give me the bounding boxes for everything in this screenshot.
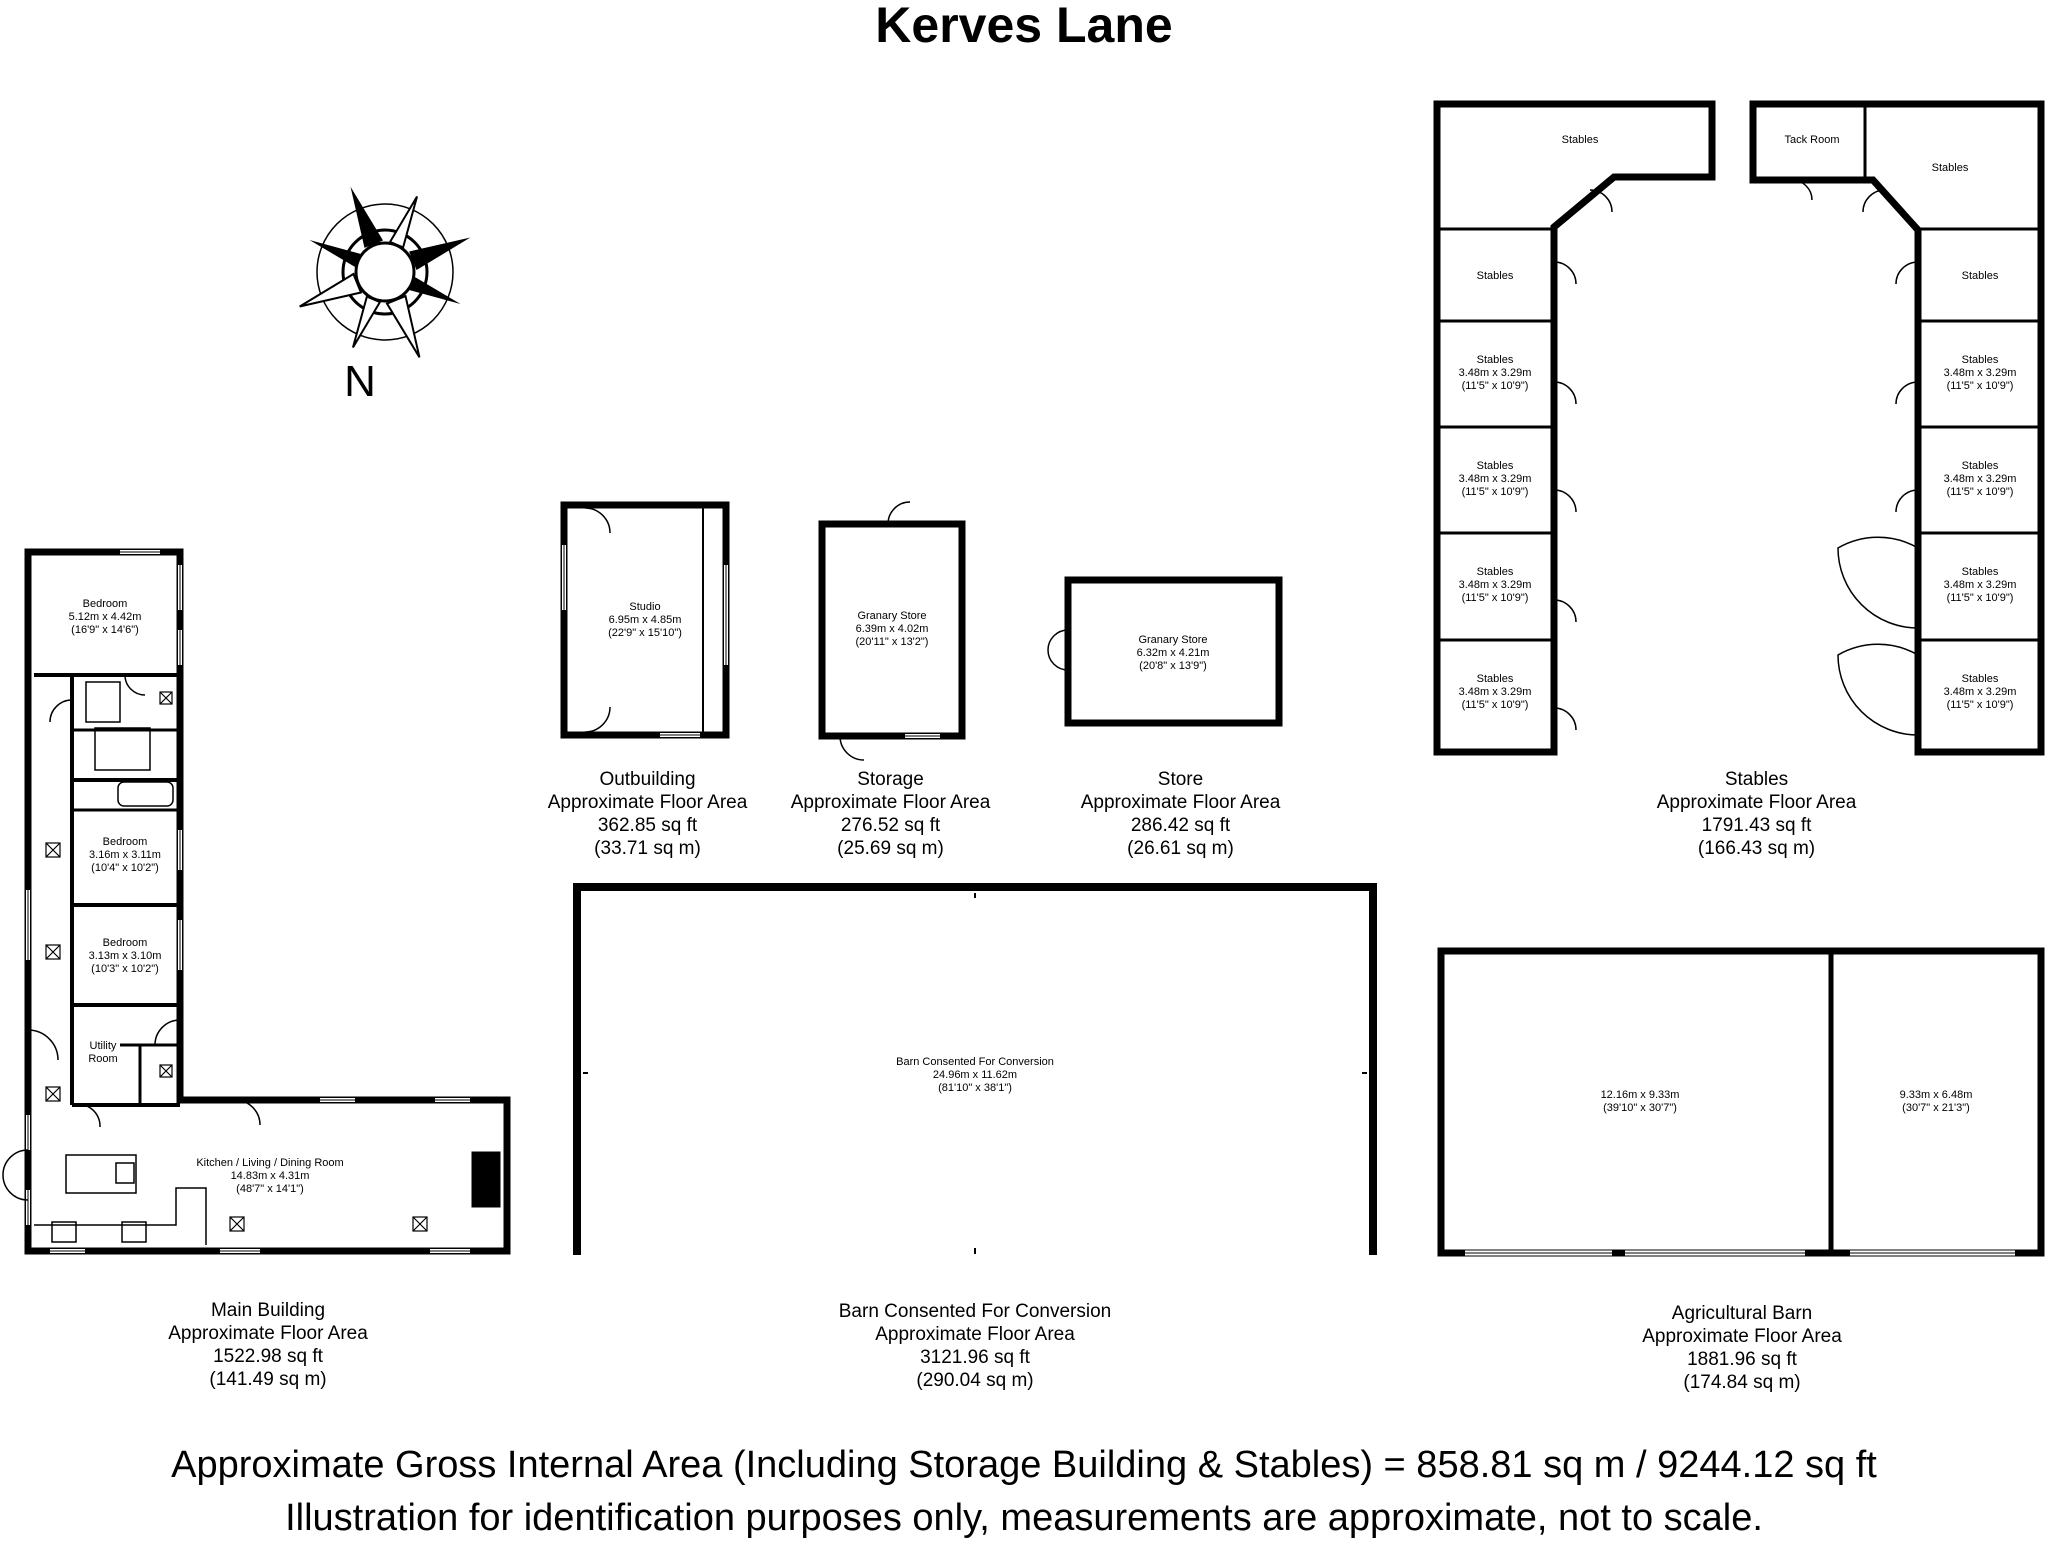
area-store: Store Approximate Floor Area 286.42 sq ft (26.61 sq m): [1080, 769, 1281, 859]
room-label-stable-box: Stables 3.48m x 3.29m (11'5" x 10'9"): [1458, 460, 1532, 498]
room-label-granary-store: Granary Store 6.39m x 4.02m (20'11" x 13'2"): [855, 610, 929, 648]
area-main-building: Main Building Approximate Floor Area 1522.98 sq ft (141.49 sq m): [168, 1300, 368, 1390]
room-label-barn: Barn Consented For Conversion 24.96m x 11.62m (81'10" x 38'1"): [896, 1056, 1054, 1094]
room-label-agricultural-barn: 12.16m x 9.33m (39'10" x 30'7"): [1600, 1089, 1680, 1114]
area-stables: Stables Approximate Floor Area 1791.43 sq ft (166.43 sq m): [1656, 769, 1857, 859]
gross-area-footer: Approximate Gross Internal Area (Including Storage Building & Stables) = 858.81 sq m / 9244.12 sq ft: [171, 1444, 1877, 1486]
room-label-granary-store: Granary Store 6.32m x 4.21m (20'8" x 13'9"): [1136, 634, 1210, 672]
room-label-utility: Utility Room: [88, 1040, 118, 1065]
room-label-agricultural-barn: 9.33m x 6.48m (30'7" x 21'3"): [1899, 1089, 1973, 1114]
room-label-stables: Stables: [1961, 270, 1999, 282]
compass-icon: [265, 152, 505, 392]
page-title: Kerves Lane: [875, 0, 1173, 53]
area-agricultural-barn: Agricultural Barn Approximate Floor Area 1881.96 sq ft (174.84 sq m): [1642, 1303, 1842, 1393]
room-label-bedroom: Bedroom 5.12m x 4.42m (16'9" x 14'6"): [68, 598, 142, 636]
room-label-stables: Stables: [1561, 134, 1599, 146]
room-label-bedroom: Bedroom 3.16m x 3.11m (10'4" x 10'2"): [89, 836, 161, 874]
room-label-stables: Stables: [1931, 162, 1969, 174]
room-label-stable-box: Stables 3.48m x 3.29m (11'5" x 10'9"): [1943, 566, 2017, 604]
room-label-stable-box: Stables 3.48m x 3.29m (11'5" x 10'9"): [1943, 354, 2017, 392]
room-label-stable-box: Stables 3.48m x 3.29m (11'5" x 10'9"): [1943, 673, 2017, 711]
area-barn: Barn Consented For Conversion Approximate Floor Area 3121.96 sq ft (290.04 sq m): [838, 1301, 1112, 1391]
room-label-studio: Studio 6.95m x 4.85m (22'9" x 15'10"): [608, 601, 682, 639]
room-label-bedroom: Bedroom 3.13m x 3.10m (10'3" x 10'2"): [88, 937, 162, 975]
disclaimer-footer: Illustration for identification purposes only, measurements are approximate, not to scale.: [285, 1497, 1763, 1539]
room-label-stable-box: Stables 3.48m x 3.29m (11'5" x 10'9"): [1943, 460, 2017, 498]
room-label-stables: Stables: [1476, 270, 1514, 282]
area-outbuilding: Outbuilding Approximate Floor Area 362.85 sq ft (33.71 sq m): [547, 769, 748, 859]
main-building-plan: [3, 552, 507, 1251]
room-label-tack-room: Tack Room: [1784, 134, 1840, 146]
room-label-stable-box: Stables 3.48m x 3.29m (11'5" x 10'9"): [1458, 673, 1532, 711]
north-label: N: [344, 357, 376, 406]
area-storage: Storage Approximate Floor Area 276.52 sq ft (25.69 sq m): [790, 769, 991, 859]
room-label-kitchen: Kitchen / Living / Dining Room 14.83m x 4.31m (48'7" x 14'1"): [196, 1157, 344, 1195]
room-label-stable-box: Stables 3.48m x 3.29m (11'5" x 10'9"): [1458, 566, 1532, 604]
stables-plan: [1437, 104, 2041, 752]
room-label-stable-box: Stables 3.48m x 3.29m (11'5" x 10'9"): [1458, 354, 1532, 392]
